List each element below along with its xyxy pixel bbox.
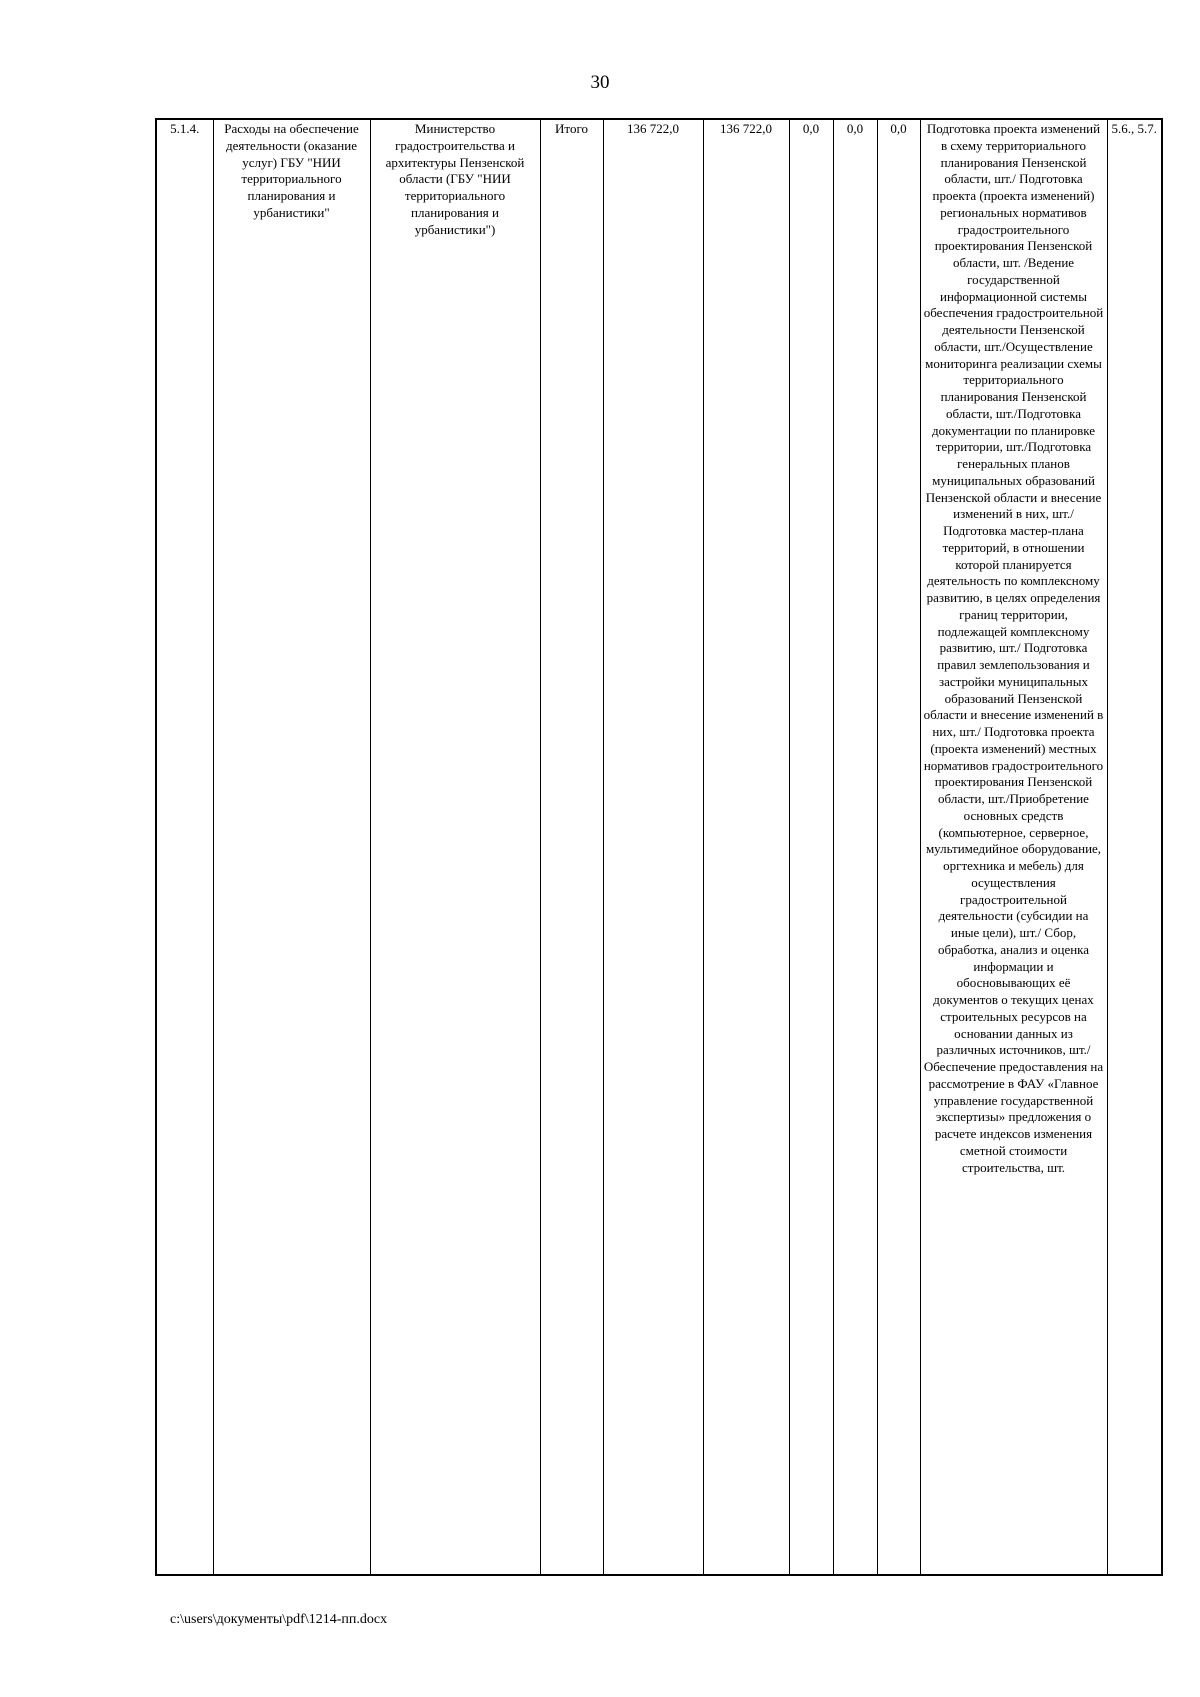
footer-file-path: c:\users\документы\pdf\1214-пп.docx: [170, 1612, 388, 1627]
page-number: 30: [590, 72, 610, 93]
executor-cell: Министерство градостроительства и архитектуры Пензенской области (ГБУ "НИИ территориального планирования и урбанистики"): [370, 119, 540, 1575]
expense-name-cell: Расходы на обеспечение деятельности (оказание услуг) ГБУ "НИИ территориального планирования и урбанистики": [213, 119, 370, 1575]
total-amount-cell: 136 722,0: [603, 119, 703, 1575]
table-row: [156, 119, 1162, 1575]
value-a-cell: 0,0: [789, 119, 833, 1575]
row-number-cell: 5.1.4.: [156, 119, 213, 1575]
year-amount-cell: 136 722,0: [703, 119, 789, 1575]
value-c-cell: 0,0: [877, 119, 920, 1575]
program-activities-table: [155, 118, 1163, 1576]
indicators-cell: Подготовка проекта изменений в схему территориального планирования Пензенской области, шт./ Подготовка проекта (проекта изменений) региональных нормативов градостроительного проектирования Пензенской области, шт. /Ведение государственной информационной системы обеспечения градостроительной деятельности Пензенской области, шт./Осуществление мониторинга реализации схемы территориального планирования Пензенской области, шт./Подготовка документации по планировке территории, шт./Подготовка генеральных планов муниципальных образований Пензенской области и внесение изменений в них, шт./ Подготовка мастер-плана территорий, в отношении которой планируется деятельность по комплексному развитию, в целях определения границ территории, подлежащей комплексному развитию, шт./ Подготовка правил землепользования и застройки муниципальных образований Пензенской области и внесение изменений в них, шт./ Подготовка проекта (проекта изменений) местных нормативов градостроительного проектирования Пензенской области, шт./Приобретение основных средств (компьютерное, серверное, мультимедийное оборудование, оргтехника и мебель) для осуществления градостроительной деятельности (субсидии на иные цели), шт./ Сбор, обработка, анализ и оценка информации и обосновывающих её документов о текущих ценах строительных ресурсов на основании данных из различных источников, шт./ Обеспечение предоставления на рассмотрение в ФАУ «Главное управление государственной экспертизы» предложения о расчете индексов изменения сметной стоимости строительства, шт.: [920, 119, 1107, 1575]
value-b-cell: 0,0: [833, 119, 877, 1575]
reference-cell: 5.6., 5.7.: [1107, 119, 1162, 1575]
funding-source-cell: Итого: [540, 119, 603, 1575]
